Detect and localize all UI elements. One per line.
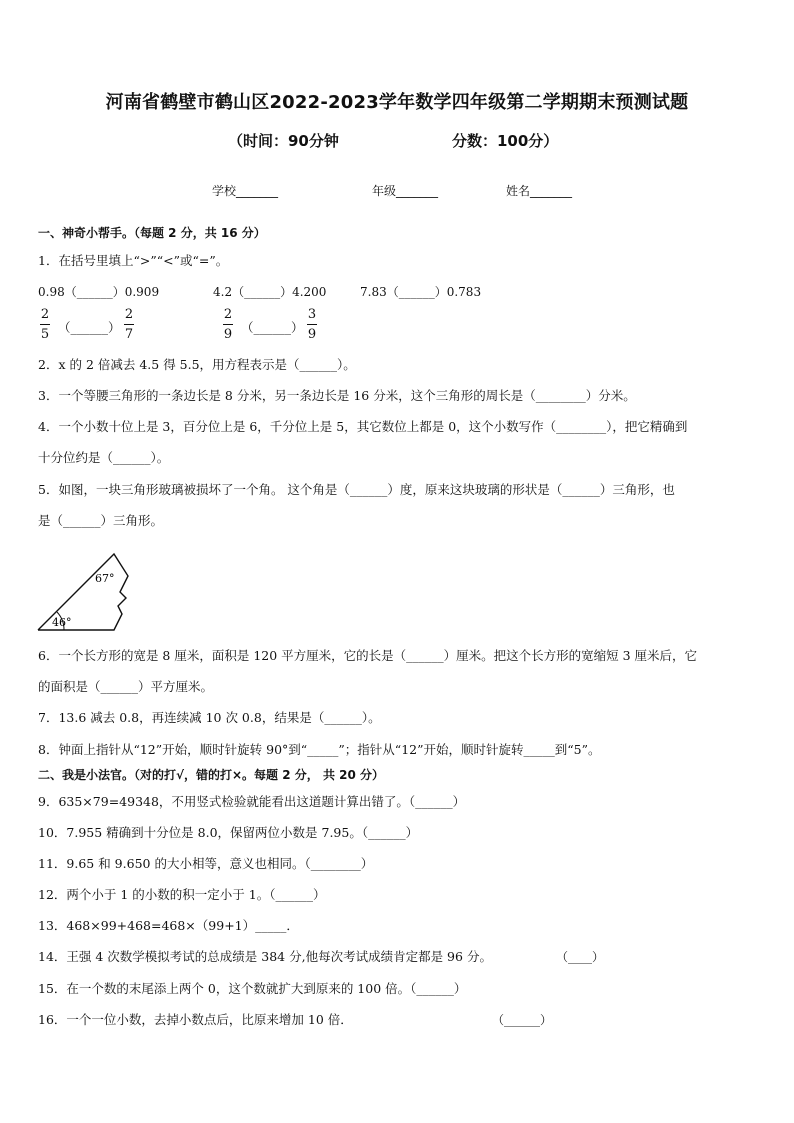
q1-frac-blank-2: （______） [241, 320, 304, 335]
question-12: 12．两个小于 1 的小数的积一定小于 1。（______） [38, 887, 326, 902]
question-9: 9．635×79=49348，不用竖式检验就能看出这道题计算出错了。（______） [38, 794, 466, 809]
question-5-line1: 5．如图，一块三角形玻璃被损坏了一个角。 这个角是（______）度，原来这块玻璃的形状是（______）三角形，也 [38, 482, 675, 497]
top-angle-label: 67° [95, 572, 115, 585]
q1-frac-blank-1: （______） [58, 320, 121, 335]
question-8: 8．钟面上指针从“12”开始，顺时针旋转 90°到“_____”；指针从“12”开始，顺时针旋转_____到“5”。 [38, 742, 601, 757]
section2-heading: 二、我是小法官。（对的打√，错的打×。每题 2 分， 共 20 分） [38, 768, 384, 782]
question-15: 15．在一个数的末尾添上两个 0，这个数就扩大到原来的 100 倍。（______） [38, 981, 467, 996]
fraction-2-9 [223, 308, 233, 341]
question-13: 13．468×99+468=468×（99+1）_____． [38, 918, 299, 933]
exam-score: 分数：100分） [452, 132, 559, 150]
exam-time: （时间：90分钟 [228, 132, 339, 150]
question-5-line2: 是（______）三角形。 [38, 513, 164, 528]
question-2: 2．x 的 2 倍减去 4.5 得 5.5，用方程表示是（______）。 [38, 357, 356, 372]
question-6-line1: 6．一个长方形的宽是 8 厘米，面积是 120 平方厘米，它的长是（______）厘米。把这个长方形的宽缩短 3 厘米后，它 [38, 648, 698, 663]
grade-field: 年级_______ [372, 184, 439, 198]
broken-triangle-figure [34, 548, 144, 638]
question-14: 14．王强 4 次数学模拟考试的总成绩是 384 分,他每次考试成绩肯定都是 96 分。 [38, 949, 492, 964]
fraction-2-7 [124, 308, 134, 341]
fraction-3-9 [307, 308, 317, 341]
question-14-blank: （____） [556, 950, 605, 964]
q1-part-a: 0.98（______）0.909 [38, 285, 160, 299]
q1-part-b: 4.2（______）4.200 [213, 285, 327, 299]
question-6-line2: 的面积是（______）平方厘米。 [38, 679, 214, 694]
section1-heading: 一、神奇小帮手。（每题 2 分，共 16 分） [38, 226, 266, 240]
question-10: 10．7.955 精确到十分位是 8.0，保留两位小数是 7.95。（______） [38, 825, 419, 840]
page-title: 河南省鹤壁市鹤山区2022-2023学年数学四年级第二学期期末预测试题 [105, 92, 689, 113]
bottom-angle-label: 46° [52, 616, 72, 629]
numerator: 2 [223, 307, 233, 322]
numerator: 2 [124, 307, 134, 322]
denominator: 9 [223, 327, 233, 342]
question-4-line2: 十分位约是（______）。 [38, 450, 170, 465]
question-1: 1．在括号里填上“>”“<”或“=”。 [38, 253, 229, 268]
question-4-line1: 4．一个小数十位上是 3，百分位上是 6，千分位上是 5，其它数位上都是 0，这个小数写作（________），把它精确到 [38, 419, 688, 434]
denominator: 5 [40, 327, 50, 342]
denominator: 9 [307, 327, 317, 342]
q1-part-c: 7.83（______）0.783 [360, 285, 482, 299]
question-11: 11．9.65 和 9.650 的大小相等，意义也相同。（________） [38, 856, 374, 871]
question-16-blank: （______） [492, 1013, 553, 1027]
question-3: 3．一个等腰三角形的一条边长是 8 分米，另一条边长是 16 分米，这个三角形的周长是（________）分米。 [38, 388, 636, 403]
name-field: 姓名_______ [506, 184, 573, 198]
question-7: 7．13.6 减去 0.8，再连续减 10 次 0.8，结果是（______）。 [38, 710, 381, 725]
denominator: 7 [124, 327, 134, 342]
fraction-2-5 [40, 308, 50, 341]
question-16: 16．一个一位小数，去掉小数点后，比原来增加 10 倍． [38, 1012, 353, 1027]
school-field: 学校_______ [212, 184, 279, 198]
numerator: 3 [307, 307, 317, 322]
numerator: 2 [40, 307, 50, 322]
